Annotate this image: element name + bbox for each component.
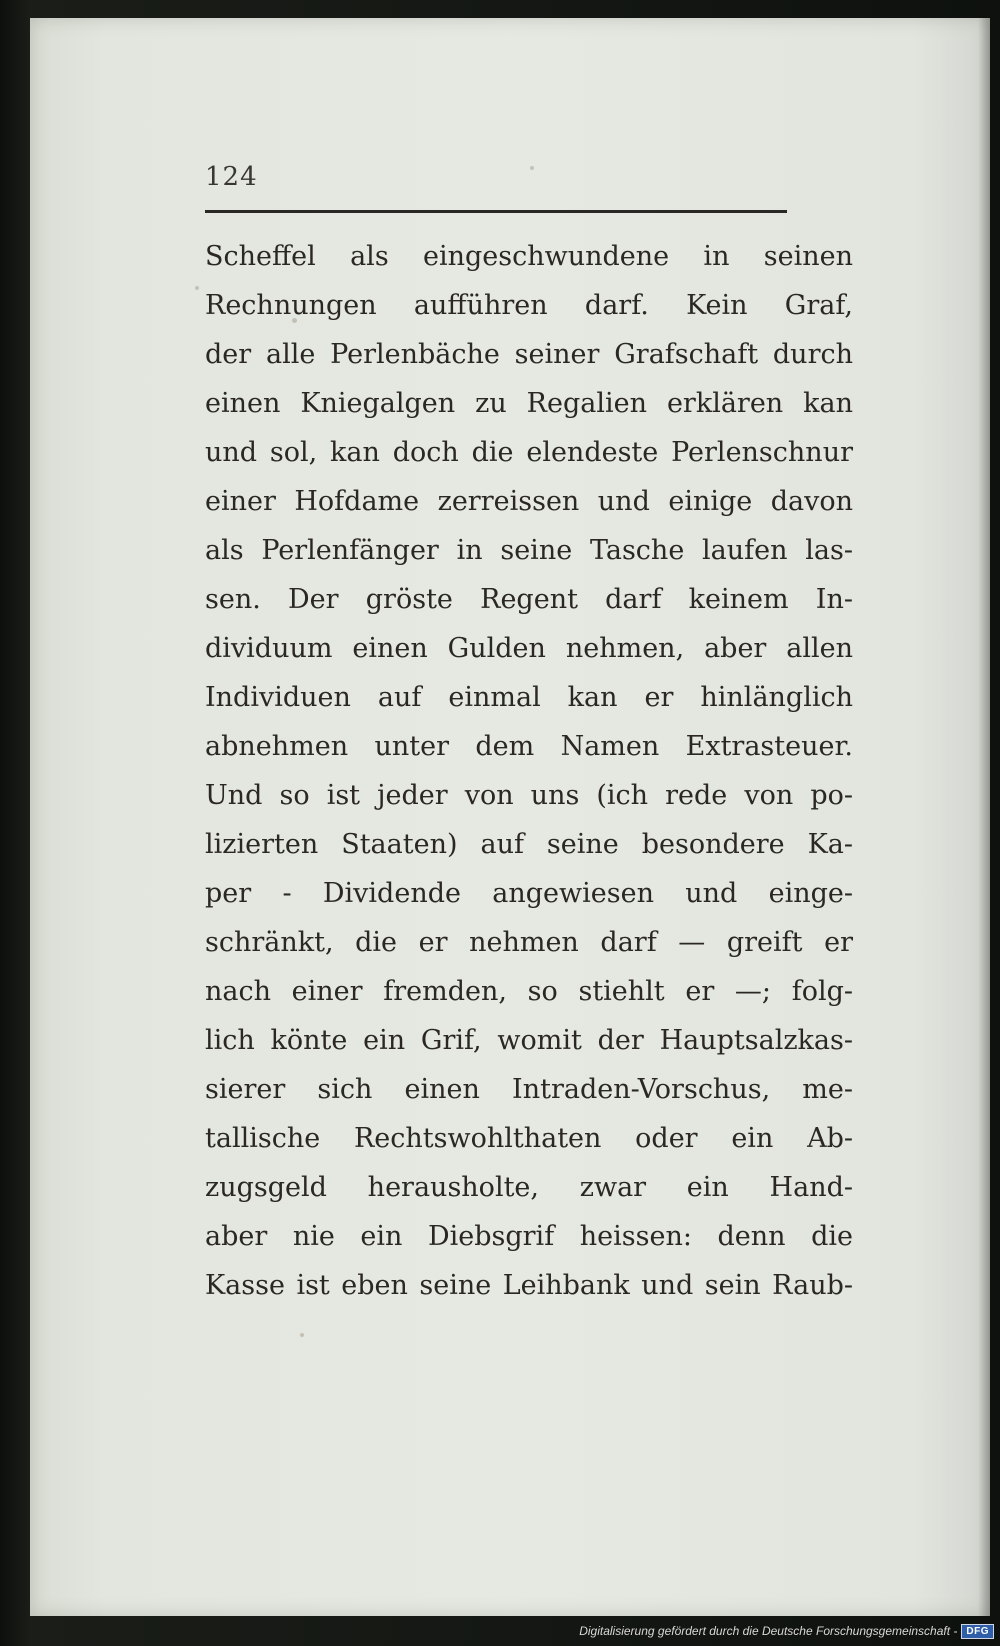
- text-line: per - Dividende angewiesen und einge-: [205, 878, 853, 909]
- text-line: schränkt, die er nehmen darf — greift er: [205, 927, 853, 958]
- paper-spot: [530, 166, 534, 170]
- header-rule: [205, 210, 787, 213]
- text-line: als Perlenfänger in seine Tasche laufen las-: [205, 535, 853, 566]
- text-line: Und so ist jeder von uns (ich rede von po-: [205, 780, 853, 811]
- text-line: Individuen auf einmal kan er hinlänglich: [205, 682, 853, 713]
- page-number: 124: [205, 162, 258, 192]
- funding-credit: Digitalisierung gefördert durch die Deutsche Forschungsgemeinschaft -: [579, 1624, 958, 1638]
- text-line: zugsgeld herausholte, zwar ein Hand-: [205, 1172, 853, 1203]
- text-line: lizierten Staaten) auf seine besondere Ka-: [205, 829, 853, 860]
- text-line: einen Kniegalgen zu Regalien erklären kan: [205, 388, 853, 419]
- text-line: tallische Rechtswohlthaten oder ein Ab-: [205, 1123, 853, 1154]
- text-line: der alle Perlenbäche seiner Grafschaft durch: [205, 339, 853, 370]
- text-line: aber nie ein Diebsgrif heissen: denn die: [205, 1221, 853, 1252]
- text-line: lich könte ein Grif, womit der Hauptsalzkas-: [205, 1025, 853, 1056]
- text-line: einer Hofdame zerreissen und einige davon: [205, 486, 853, 517]
- dfg-logo: DFG: [961, 1624, 994, 1639]
- text-line: Kasse ist eben seine Leihbank und sein Raub-: [205, 1270, 853, 1301]
- text-line: abnehmen unter dem Namen Extrasteuer.: [205, 731, 853, 762]
- digitization-footer: [579, 1620, 994, 1642]
- page-edge-shadow: [978, 18, 990, 1616]
- text-line: sierer sich einen Intraden-Vorschus, me-: [205, 1074, 853, 1105]
- text-line: dividuum einen Gulden nehmen, aber allen: [205, 633, 853, 664]
- text-line: und sol, kan doch die elendeste Perlenschnur: [205, 437, 853, 468]
- body-text: [205, 232, 853, 1310]
- text-line: sen. Der gröste Regent darf keinem In-: [205, 584, 853, 615]
- text-line: Rechnungen aufführen darf. Kein Graf,: [205, 290, 853, 321]
- paper-spot: [300, 1333, 304, 1337]
- paper-spot: [195, 286, 199, 290]
- text-line: Scheffel als eingeschwundene in seinen: [205, 241, 853, 272]
- text-line: nach einer fremden, so stiehlt er —; folg-: [205, 976, 853, 1007]
